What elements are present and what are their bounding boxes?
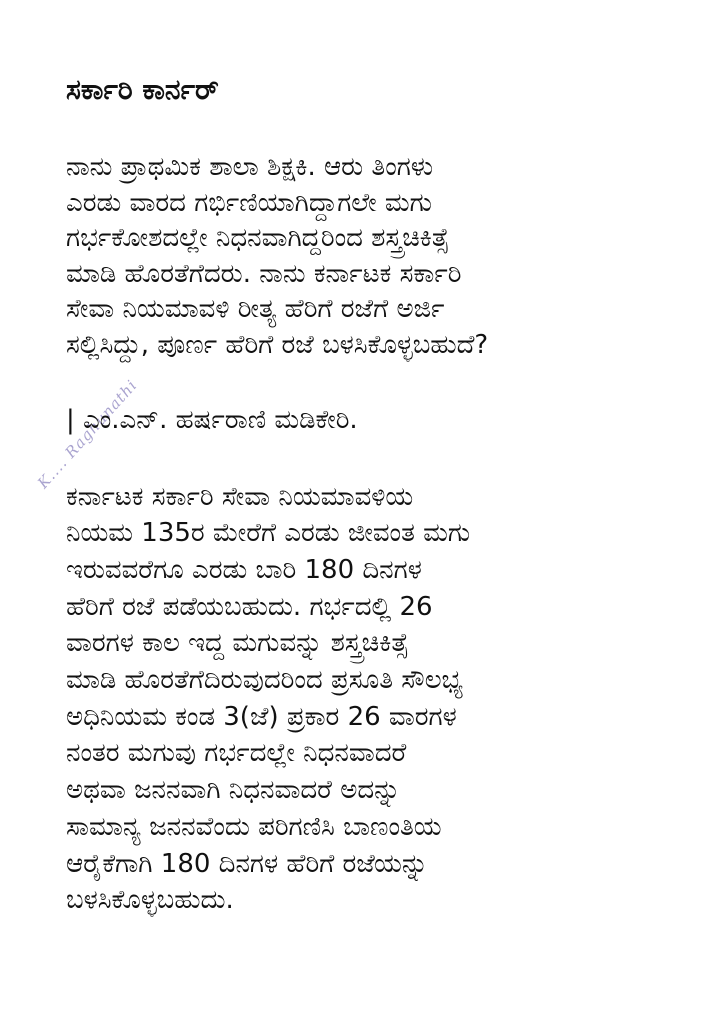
question-paragraph — [66, 150, 666, 363]
answer-line: ನಂತರ ಮಗುವು ಗರ್ಭದಲ್ಲೇ ನಿಧನವಾದರೆ — [66, 738, 407, 769]
question-line: ನಾನು ಪ್ರಾಥಮಿಕ ಶಾಲಾ ಶಿಕ್ಷಕಿ. ಆರು ತಿಂಗಳು — [66, 152, 434, 182]
answer-line: ಇರುವವರೆಗೂ ಎರಡು ಬಾರಿ 180 ದಿನಗಳ — [66, 554, 422, 585]
question-line: ಸೇವಾ ನಿಯಮಾವಳಿ ರೀತ್ಯ ಹೆರಿಗೆ ರಜೆಗೆ ಅರ್ಜಿ — [66, 294, 445, 324]
watermark-signature: K.... Raghunathi — [34, 376, 141, 493]
question-line: ಮಾಡಿ ಹೊರತೆಗೆದರು. ನಾನು ಕರ್ನಾಟಕ ಸರ್ಕಾರಿ — [66, 258, 462, 289]
question-line: ಸಲ್ಲಿಸಿದ್ದು, ಪೂರ್ಣ ಹೆರಿಗೆ ರಜೆ ಬಳಸಿಕೊಳ್ಳಬಹುದೆ? — [66, 329, 489, 360]
answer-line: ಕರ್ನಾಟಕ ಸರ್ಕಾರಿ ಸೇವಾ ನಿಯಮಾವಳಿಯ — [66, 481, 414, 512]
question-line: ಎರಡು ವಾರದ ಗರ್ಭಿಣಿಯಾಗಿದ್ದಾಗಲೇ ಮಗು — [66, 187, 432, 218]
byline-text: | ಎಂ.ಎನ್. ಹರ್ಷರಾಣಿ ಮಡಿಕೇರಿ. — [66, 405, 358, 435]
answer-line: ಮಾಡಿ ಹೊರತೆಗೆದಿರುವುದರಿಂದ ಪ್ರಸೂತಿ ಸೌಲಭ್ಯ — [66, 665, 463, 696]
answer-line: ನಿಯಮ 135ರ ಮೇರೆಗೆ ಎರಡು ಜೀವಂತ ಮಗು — [66, 518, 471, 549]
answer-paragraph — [66, 479, 666, 919]
answer-line: ಅಧಿನಿಯಮ ಕಂಡ 3(ಜೆ) ಪ್ರಕಾರ 26 ವಾರಗಳ — [66, 701, 457, 732]
question-line: ಗರ್ಭಕೋಶದಲ್ಲೇ ನಿಧನವಾಗಿದ್ದರಿಂದ ಶಸ್ತ್ರಚಿಕಿತ್ಸೆ — [66, 223, 450, 253]
article — [66, 70, 666, 919]
article-title: ಸರ್ಕಾರಿ ಕಾರ್ನರ್ — [66, 73, 219, 106]
answer-line: ಆರೈಕೆಗಾಗಿ 180 ದಿನಗಳ ಹೆರಿಗೆ ರಜೆಯನ್ನು — [66, 848, 429, 879]
answer-line: ಹೆರಿಗೆ ರಜೆ ಪಡೆಯಬಹುದು. ಗರ್ಭದಲ್ಲಿ 26 — [66, 591, 433, 622]
answer-line: ಸಾಮಾನ್ಯ ಜನನವೆಂದು ಪರಿಗಣಿಸಿ ಬಾಣಂತಿಯ — [66, 811, 442, 842]
answer-line: ಅಥವಾ ಜನನವಾಗಿ ನಿಧನವಾದರೆ ಅದನ್ನು — [66, 775, 401, 806]
answer-line: ಬಳಸಿಕೊಳ್ಳಬಹುದು. — [66, 885, 234, 916]
answer-line: ವಾರಗಳ ಕಾಲ ಇದ್ದ ಮಗುವನ್ನು ಶಸ್ತ್ರಚಿಕಿತ್ಸೆ — [66, 628, 409, 659]
byline — [66, 403, 666, 439]
